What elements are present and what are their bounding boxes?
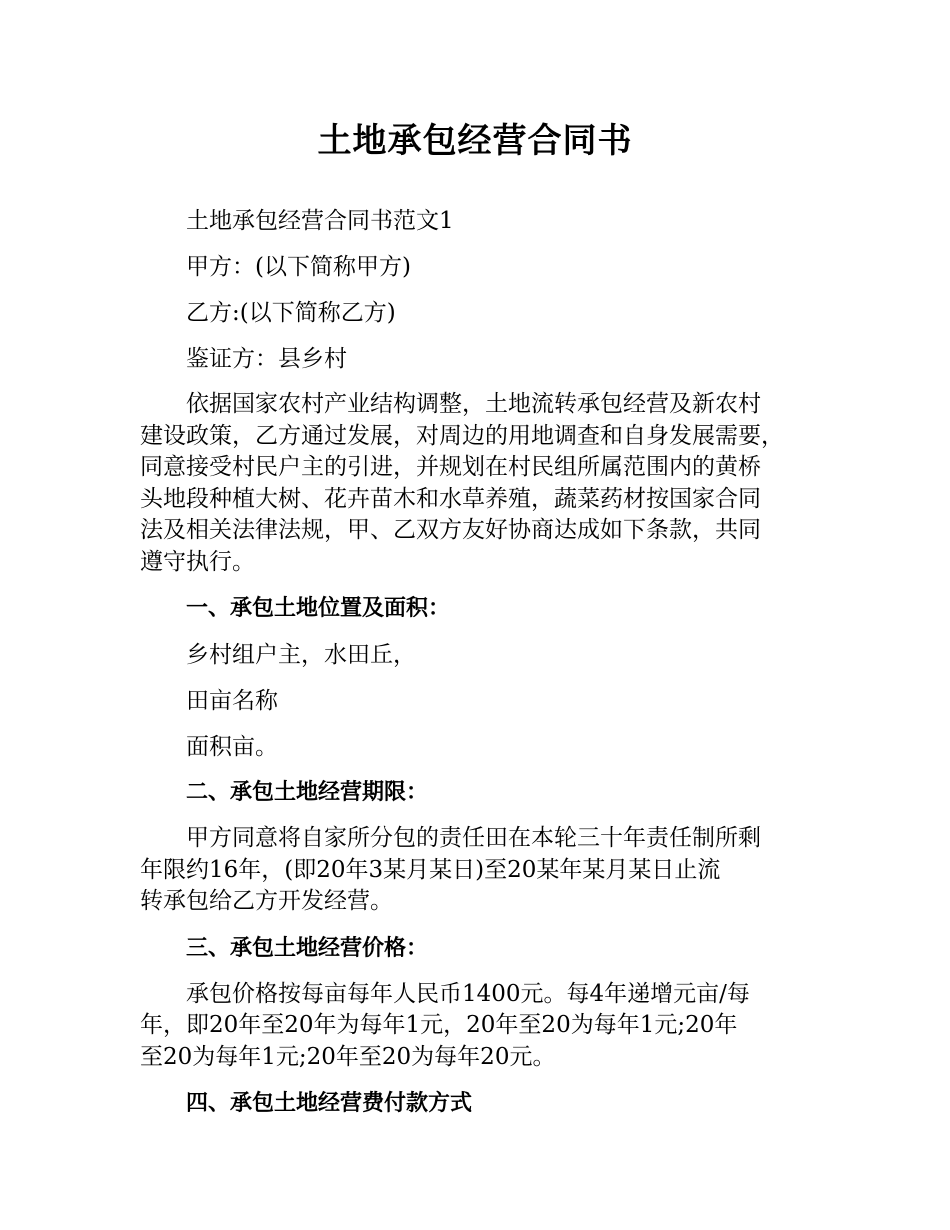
section-2-paragraph [140, 823, 820, 918]
section-1-line: 乡村组户主，水田丘， [186, 642, 416, 668]
section-3-line: 至20为每年1元;20年至20为每年20元。 [140, 1043, 556, 1070]
section-3-line: 年，即20年至20年为每年1元，20年至20为每年1元;20年 [140, 1012, 738, 1038]
section-2-line: 转承包给乙方开发经营。 [140, 888, 393, 914]
section-2-heading: 二、承包土地经营期限： [186, 780, 429, 805]
witness-line: 鉴证方：县乡村 [186, 346, 347, 372]
section-2-line: 甲方同意将自家所分包的责任田在本轮三十年责任制所剩 [186, 825, 761, 851]
intro-line: 同意接受村民户主的引进，并规划在村民组所属范围内的黄桥 [140, 454, 761, 480]
party-a-line: 甲方：(以下简称甲方) [186, 254, 411, 280]
document-title: 土地承包经营合同书 [317, 121, 633, 161]
section-3-line: 承包价格按每亩每年人民币1400元。每4年递增元亩/每 [186, 980, 750, 1007]
section-3-heading: 三、承包土地经营价格： [186, 935, 429, 961]
section-2-line: 年限约16年，(即20年3某月某日)至20某年某月某日止流 [140, 856, 721, 883]
section-1-line: 面积亩。 [186, 734, 278, 760]
party-b-line: 乙方:(以下简称乙方) [186, 300, 396, 326]
section-4-heading: 四、承包土地经营费付款方式 [186, 1091, 473, 1116]
document-subtitle: 土地承包经营合同书范文1 [186, 208, 454, 234]
section-1-heading: 一、承包土地位置及面积： [186, 596, 451, 621]
intro-line: 依据国家农村产业结构调整，土地流转承包经营及新农村 [186, 391, 761, 417]
intro-line: 法及相关法律法规，甲、乙双方友好协商达成如下条款，共同 [140, 517, 761, 543]
section-3-paragraph [140, 979, 820, 1074]
section-1-line: 田亩名称 [186, 688, 278, 714]
intro-line: 遵守执行。 [140, 548, 255, 575]
intro-line: 建设政策，乙方通过发展，对周边的用地调查和自身发展需要， [140, 422, 784, 449]
document-body [140, 198, 820, 1127]
intro-line: 头地段种植大树、花卉苗木和水草养殖，蔬菜药材按国家合同 [140, 485, 761, 512]
intro-paragraph [140, 389, 820, 578]
